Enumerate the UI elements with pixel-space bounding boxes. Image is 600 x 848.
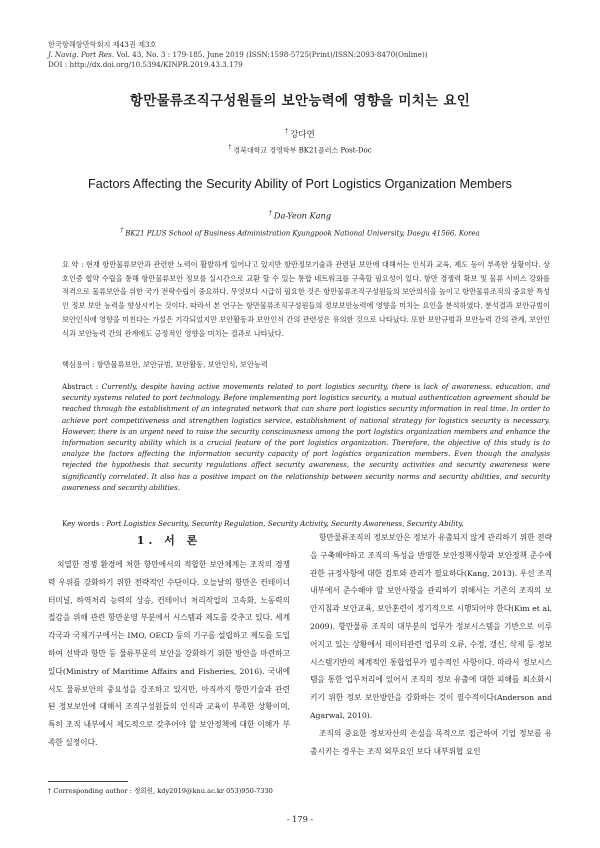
body-column-left [48, 556, 290, 752]
footnote-corresponding-author: † Corresponding author : 정회원, kdy2019@knu.ac.kr 053)950-7330 [48, 787, 273, 795]
keywords-korean: 핵심용어 : 항만물류보안, 보안규범, 보안활동, 보안인식, 보안능력 [62, 360, 268, 369]
abstract-korean: 요 약 : 현재 항만물류보안과 관련한 노력이 활발하게 일어나고 있지만 항만정보기술과 관련된 보안에 대해서는 인식과 교육, 제도 등이 부족한 상황이다. 상호인증 협약 수립을 통해 항만물류보안 정보를 실시간으로 교환 할 수 있는 통합 네트워크를 구축할 필요성이 있다. 항만 경쟁력 확보 및 물류 서비스 강화를 적격으로 물류보안을 위한 국가 전략수립이 중요하다. 무엇보다 시급히 필요한 것은 항만물류조직구성원들의 보안의식을 높이고 항만물류조직의 중요한 특성인 정보 보안 능력을 향상시키는 것이다. 따라서 본 연구는 항만물류조직구성원들의 정보보안능력에 영향을 미치는 요인을 분석하였다. 분석결과 보안규범이 보안인식에 영향을 미친다는 가설은 기각되었지만 보안활동과 보안인식 간의 관련성은 유의한 것으로 나타났다. 또한 보안규범과 보안능력 간의 관계, 보안인식과 보안능력 간의 관계에도 긍정적인 영향을 미치는 결과로 나타났다. [62, 260, 550, 338]
author-korean [0, 128, 600, 140]
author-korean-name: 강다연 [290, 130, 315, 140]
abstract-english [62, 381, 550, 493]
affiliation-korean [0, 144, 600, 155]
dagger-mark: † [120, 227, 124, 234]
title-korean: 항만물류조직구성원들의 보안능력에 영향을 미치는 요인 [129, 93, 471, 109]
body-paragraph: 항만물류조직의 정보보안은 정보가 유출되지 않게 관리하기 위한 전략을 구축해야하고 조직의 특성을 반영한 보안정책사항과 보안정책 준수에 관한 규정사항에 대한 검토와 관리가 필요하다(Kang, 2013). 우선 조직내부에서 준수해야 할 보안사항을 관리하기 위해서는 기존의 조직의 보안지침과 보안교육, 보안훈련이 정기적으로 시행되어야 한다(Kim et al, 2009). 항만물류 조직의 대부분의 업무가 정보시스템을 기반으로 이루어지고 있는 상황에서 데이터관련 업무의 오류, 수정, 갱신, 삭제 등 정보시스템기반의 체계적인 통합업무가 필수적인 사항이다. 따라서 정보시스템을 통한 업무처리에 있어서 조직의 정보 유출에 대한 피해를 최소화시키기 위한 정보 보안방안을 강화하는 것이 필수적이다(Anderson and Agarwal, 2010). [310, 533, 552, 720]
title-english: Factors Affecting the Security Ability of Port Logistics Organization Members [88, 177, 512, 191]
section-title-introduction: 1. 서 론 [136, 534, 202, 547]
journal-header [48, 40, 428, 70]
page-number: - 179 - [286, 814, 314, 824]
keywords-english [62, 519, 464, 528]
abstract-english-text: Currently, despite having active movements related to port logistics security, there is lack of awareness, education, and security systems related to port technology. Before implementing port logistics security, a mutual authentication agreement should be reached through the establishment of an integrated network that can share port logistics security information in real time. In order to achieve port competitiveness and strengthen logistics service, establishment of national strategy for logistics security is necessary. However, there is an urgent need to raise the security consciousness among the port logistics organization members and enhance the information security ability which is a crucial feature of the port logistics organization. Therefore, the objective of this study is to analyze the factors affecting the information security capacity of port logistics organization members. Even though the analysis rejected the hypothesis that security regulations affect security awareness, the security activities and security awareness were significantly correlated. It also has a positive impact on the relationship between security norms and security abilities, and security awareness and security abilities. [62, 382, 551, 492]
affiliation-english-text: BK21 PLUS School of Business Administration Kyungpook National University, Daegu 41566, Korea [125, 229, 480, 238]
affiliation-english [0, 227, 600, 237]
header-journal-korean: 한국항해항만학회지 제43권 제3호 [48, 40, 157, 49]
header-doi: DOI : http://dx.doi.org/10.5394/KINPR.2019.43.3.179 [48, 60, 243, 69]
header-journal-abbrev: J. Navig. Port Res. [48, 50, 115, 59]
body-paragraph: 조직의 중요한 정보자산의 손실을 목적으로 접근하여 기업 정보를 유출시키는 경우는 조직 외부요인 보다 내부위협 요인 [310, 728, 552, 756]
affiliation-korean-text: 경북대학교 경영학부 BK21플러스 Post-Doc [233, 146, 372, 155]
abstract-label: Abstract : [62, 382, 102, 391]
dagger-mark: † [268, 210, 272, 217]
dagger-mark: † [228, 144, 232, 151]
keywords-english-text: Port Logistics Security, Security Regulation, Security Activity, Security Awareness, Security Ability. [106, 519, 464, 528]
author-english [0, 210, 600, 221]
body-paragraph: 치열한 경쟁 환경에 처한 항만에서의 적합한 보안체계는 조직의 경쟁력 우위를 강화하기 위한 전략적인 수단이다. 오늘날의 항만은 컨테이너 터미널, 하역처리 능력의 상승, 컨테이너 처리작업의 고속화, 노동력의 절감을 위해 관련 항만운영 부분에서 시스템과 제도를 갖추고 있다. 세계 각국과 국제기구에서는 IMO, OECD 등의 기구를 설립하고 제도를 도입하여 선박과 항만 등 물류부문의 보안을 강화하기 위한 방안을 마련하고 있다(Ministry of Maritime Affairs and Fisheries, 2016). 국내에서도 물류보안의 중요성을 강조하고 있지만, 아직까지 항만기술과 관련된 정보보안에 대해서 조직구성원들의 인식과 교육이 부족한 상황이며, 특히 조직 내부에서 제도적으로 갖추어야 할 보안정책에 대한 이해가 부족한 실정이다. [48, 560, 290, 747]
footnote-divider [48, 781, 128, 782]
body-column-right [310, 529, 552, 760]
header-volume-info: Vol. 43, No. 3 : 179-185, June 2019 (ISSN:1598-5725(Print)/ISSN:2093-8470(Online)) [114, 50, 428, 59]
dagger-mark: † [285, 128, 289, 136]
keywords-label: Key words : [62, 519, 107, 528]
author-english-name: Da-Yeon Kang [273, 210, 332, 221]
header-citation [48, 50, 428, 60]
